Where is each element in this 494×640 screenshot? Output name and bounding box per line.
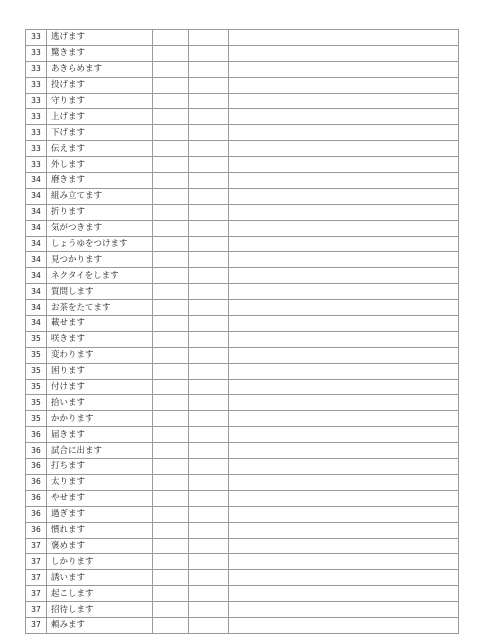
word-cell: 質問します xyxy=(47,284,153,300)
lesson-number-cell: 34 xyxy=(26,220,47,236)
blank-cell-2 xyxy=(189,617,229,633)
table-row xyxy=(26,427,459,443)
lesson-number-cell: 37 xyxy=(26,586,47,602)
blank-cell-3 xyxy=(229,188,459,204)
word-cell: 起こします xyxy=(47,586,153,602)
lesson-number-cell: 33 xyxy=(26,77,47,93)
lesson-number-cell: 36 xyxy=(26,522,47,538)
table-row xyxy=(26,188,459,204)
lesson-number-cell: 33 xyxy=(26,157,47,173)
blank-cell-1 xyxy=(153,554,189,570)
word-cell: 太ります xyxy=(47,474,153,490)
lesson-number-cell: 37 xyxy=(26,538,47,554)
table-row xyxy=(26,443,459,459)
word-cell: 下げます xyxy=(47,125,153,141)
table-row xyxy=(26,522,459,538)
blank-cell-2 xyxy=(189,236,229,252)
blank-cell-3 xyxy=(229,300,459,316)
blank-cell-1 xyxy=(153,45,189,61)
word-cell: 慣れます xyxy=(47,522,153,538)
blank-cell-3 xyxy=(229,61,459,77)
blank-cell-3 xyxy=(229,284,459,300)
blank-cell-3 xyxy=(229,45,459,61)
lesson-number-cell: 33 xyxy=(26,61,47,77)
blank-cell-2 xyxy=(189,522,229,538)
word-cell: 拾います xyxy=(47,395,153,411)
lesson-number-cell: 34 xyxy=(26,173,47,189)
word-cell: 投げます xyxy=(47,77,153,93)
lesson-number-cell: 35 xyxy=(26,411,47,427)
blank-cell-2 xyxy=(189,490,229,506)
blank-cell-3 xyxy=(229,443,459,459)
blank-cell-2 xyxy=(189,570,229,586)
blank-cell-3 xyxy=(229,204,459,220)
table-row xyxy=(26,586,459,602)
blank-cell-3 xyxy=(229,379,459,395)
blank-cell-1 xyxy=(153,427,189,443)
blank-cell-2 xyxy=(189,395,229,411)
blank-cell-2 xyxy=(189,538,229,554)
blank-cell-2 xyxy=(189,284,229,300)
table-row xyxy=(26,30,459,46)
table-row xyxy=(26,61,459,77)
word-cell: ネクタイをします xyxy=(47,268,153,284)
blank-cell-1 xyxy=(153,300,189,316)
blank-cell-1 xyxy=(153,61,189,77)
blank-cell-3 xyxy=(229,220,459,236)
word-cell: 褒めます xyxy=(47,538,153,554)
blank-cell-1 xyxy=(153,363,189,379)
blank-cell-2 xyxy=(189,45,229,61)
blank-cell-1 xyxy=(153,220,189,236)
blank-cell-2 xyxy=(189,252,229,268)
word-cell: 頼みます xyxy=(47,617,153,633)
table-row xyxy=(26,125,459,141)
blank-cell-1 xyxy=(153,93,189,109)
blank-cell-1 xyxy=(153,490,189,506)
word-cell: 載せます xyxy=(47,316,153,332)
blank-cell-2 xyxy=(189,93,229,109)
table-row xyxy=(26,220,459,236)
lesson-number-cell: 36 xyxy=(26,427,47,443)
blank-cell-2 xyxy=(189,443,229,459)
lesson-number-cell: 37 xyxy=(26,602,47,618)
blank-cell-1 xyxy=(153,77,189,93)
word-cell: 付けます xyxy=(47,379,153,395)
table-row xyxy=(26,379,459,395)
blank-cell-1 xyxy=(153,331,189,347)
word-cell: 見つかります xyxy=(47,252,153,268)
table-row xyxy=(26,236,459,252)
table-row xyxy=(26,347,459,363)
blank-cell-3 xyxy=(229,77,459,93)
blank-cell-3 xyxy=(229,236,459,252)
blank-cell-2 xyxy=(189,204,229,220)
lesson-number-cell: 33 xyxy=(26,109,47,125)
blank-cell-3 xyxy=(229,522,459,538)
blank-cell-3 xyxy=(229,347,459,363)
blank-cell-3 xyxy=(229,538,459,554)
table-row xyxy=(26,474,459,490)
blank-cell-3 xyxy=(229,554,459,570)
table-row xyxy=(26,141,459,157)
lesson-number-cell: 34 xyxy=(26,300,47,316)
lesson-number-cell: 35 xyxy=(26,395,47,411)
blank-cell-3 xyxy=(229,474,459,490)
table-row xyxy=(26,570,459,586)
lesson-number-cell: 36 xyxy=(26,459,47,475)
word-cell: やせます xyxy=(47,490,153,506)
lesson-number-cell: 36 xyxy=(26,443,47,459)
blank-cell-2 xyxy=(189,411,229,427)
blank-cell-3 xyxy=(229,30,459,46)
word-cell: 誘います xyxy=(47,570,153,586)
word-cell: 驚きます xyxy=(47,45,153,61)
lesson-number-cell: 37 xyxy=(26,554,47,570)
blank-cell-3 xyxy=(229,586,459,602)
blank-cell-2 xyxy=(189,157,229,173)
blank-cell-1 xyxy=(153,474,189,490)
blank-cell-2 xyxy=(189,141,229,157)
table-row xyxy=(26,602,459,618)
word-cell: 招待します xyxy=(47,602,153,618)
table-row xyxy=(26,157,459,173)
lesson-number-cell: 34 xyxy=(26,204,47,220)
blank-cell-3 xyxy=(229,316,459,332)
blank-cell-2 xyxy=(189,77,229,93)
table-row xyxy=(26,331,459,347)
blank-cell-3 xyxy=(229,617,459,633)
table-row xyxy=(26,300,459,316)
blank-cell-2 xyxy=(189,220,229,236)
blank-cell-1 xyxy=(153,236,189,252)
blank-cell-2 xyxy=(189,61,229,77)
blank-cell-1 xyxy=(153,538,189,554)
blank-cell-1 xyxy=(153,570,189,586)
table-row xyxy=(26,506,459,522)
lesson-number-cell: 36 xyxy=(26,506,47,522)
blank-cell-2 xyxy=(189,109,229,125)
table-row xyxy=(26,284,459,300)
blank-cell-3 xyxy=(229,331,459,347)
lesson-number-cell: 34 xyxy=(26,236,47,252)
blank-cell-2 xyxy=(189,125,229,141)
blank-cell-2 xyxy=(189,427,229,443)
table-row xyxy=(26,204,459,220)
lesson-number-cell: 37 xyxy=(26,617,47,633)
lesson-number-cell: 34 xyxy=(26,316,47,332)
word-cell: 気がつきます xyxy=(47,220,153,236)
word-cell: 守ります xyxy=(47,93,153,109)
blank-cell-1 xyxy=(153,173,189,189)
lesson-number-cell: 35 xyxy=(26,347,47,363)
lesson-number-cell: 33 xyxy=(26,45,47,61)
blank-cell-1 xyxy=(153,125,189,141)
blank-cell-1 xyxy=(153,141,189,157)
blank-cell-2 xyxy=(189,459,229,475)
word-cell: 届きます xyxy=(47,427,153,443)
lesson-number-cell: 35 xyxy=(26,331,47,347)
blank-cell-3 xyxy=(229,252,459,268)
blank-cell-2 xyxy=(189,347,229,363)
blank-cell-3 xyxy=(229,395,459,411)
word-cell: しょうゆをつけます xyxy=(47,236,153,252)
word-cell: 打ちます xyxy=(47,459,153,475)
table-row xyxy=(26,617,459,633)
table-row xyxy=(26,316,459,332)
blank-cell-2 xyxy=(189,268,229,284)
blank-cell-2 xyxy=(189,474,229,490)
blank-cell-1 xyxy=(153,157,189,173)
vocabulary-table xyxy=(25,29,459,634)
table-row xyxy=(26,459,459,475)
blank-cell-1 xyxy=(153,443,189,459)
blank-cell-2 xyxy=(189,30,229,46)
blank-cell-2 xyxy=(189,331,229,347)
word-cell: 組み立てます xyxy=(47,188,153,204)
table-row xyxy=(26,538,459,554)
lesson-number-cell: 34 xyxy=(26,268,47,284)
lesson-number-cell: 33 xyxy=(26,30,47,46)
blank-cell-1 xyxy=(153,586,189,602)
blank-cell-1 xyxy=(153,109,189,125)
lesson-number-cell: 34 xyxy=(26,188,47,204)
blank-cell-2 xyxy=(189,506,229,522)
blank-cell-2 xyxy=(189,554,229,570)
word-cell: あきらめます xyxy=(47,61,153,77)
blank-cell-3 xyxy=(229,427,459,443)
blank-cell-1 xyxy=(153,188,189,204)
table-row xyxy=(26,490,459,506)
blank-cell-3 xyxy=(229,109,459,125)
blank-cell-1 xyxy=(153,459,189,475)
blank-cell-1 xyxy=(153,204,189,220)
table-row xyxy=(26,173,459,189)
blank-cell-1 xyxy=(153,506,189,522)
lesson-number-cell: 37 xyxy=(26,570,47,586)
vocabulary-table-body xyxy=(26,30,459,634)
lesson-number-cell: 35 xyxy=(26,379,47,395)
word-cell: 磨きます xyxy=(47,173,153,189)
blank-cell-2 xyxy=(189,602,229,618)
blank-cell-2 xyxy=(189,586,229,602)
table-row xyxy=(26,363,459,379)
lesson-number-cell: 33 xyxy=(26,93,47,109)
blank-cell-1 xyxy=(153,316,189,332)
word-cell: 過ぎます xyxy=(47,506,153,522)
blank-cell-3 xyxy=(229,570,459,586)
blank-cell-3 xyxy=(229,602,459,618)
word-cell: 困ります xyxy=(47,363,153,379)
blank-cell-1 xyxy=(153,30,189,46)
word-cell: かかります xyxy=(47,411,153,427)
word-cell: 伝えます xyxy=(47,141,153,157)
blank-cell-1 xyxy=(153,284,189,300)
blank-cell-3 xyxy=(229,173,459,189)
lesson-number-cell: 33 xyxy=(26,141,47,157)
blank-cell-1 xyxy=(153,379,189,395)
word-cell: 上げます xyxy=(47,109,153,125)
blank-cell-2 xyxy=(189,173,229,189)
blank-cell-2 xyxy=(189,363,229,379)
blank-cell-3 xyxy=(229,490,459,506)
blank-cell-1 xyxy=(153,522,189,538)
blank-cell-1 xyxy=(153,617,189,633)
word-cell: 外します xyxy=(47,157,153,173)
word-cell: しかります xyxy=(47,554,153,570)
word-cell: 逃げます xyxy=(47,30,153,46)
lesson-number-cell: 36 xyxy=(26,474,47,490)
blank-cell-1 xyxy=(153,411,189,427)
word-cell: 試合に出ます xyxy=(47,443,153,459)
lesson-number-cell: 36 xyxy=(26,490,47,506)
blank-cell-2 xyxy=(189,316,229,332)
blank-cell-1 xyxy=(153,602,189,618)
blank-cell-2 xyxy=(189,379,229,395)
blank-cell-3 xyxy=(229,93,459,109)
table-row xyxy=(26,395,459,411)
blank-cell-2 xyxy=(189,188,229,204)
blank-cell-3 xyxy=(229,268,459,284)
blank-cell-3 xyxy=(229,363,459,379)
table-row xyxy=(26,554,459,570)
blank-cell-1 xyxy=(153,347,189,363)
blank-cell-3 xyxy=(229,411,459,427)
lesson-number-cell: 33 xyxy=(26,125,47,141)
word-cell: 咲きます xyxy=(47,331,153,347)
word-cell: 変わります xyxy=(47,347,153,363)
table-row xyxy=(26,77,459,93)
lesson-number-cell: 34 xyxy=(26,284,47,300)
blank-cell-1 xyxy=(153,252,189,268)
word-cell: 折ります xyxy=(47,204,153,220)
blank-cell-3 xyxy=(229,125,459,141)
lesson-number-cell: 35 xyxy=(26,363,47,379)
blank-cell-3 xyxy=(229,157,459,173)
blank-cell-1 xyxy=(153,395,189,411)
table-row xyxy=(26,45,459,61)
table-row xyxy=(26,268,459,284)
blank-cell-1 xyxy=(153,268,189,284)
lesson-number-cell: 34 xyxy=(26,252,47,268)
blank-cell-3 xyxy=(229,141,459,157)
table-row xyxy=(26,93,459,109)
blank-cell-3 xyxy=(229,506,459,522)
blank-cell-2 xyxy=(189,300,229,316)
blank-cell-3 xyxy=(229,459,459,475)
table-row xyxy=(26,411,459,427)
table-row xyxy=(26,109,459,125)
word-cell: お茶をたてます xyxy=(47,300,153,316)
table-row xyxy=(26,252,459,268)
